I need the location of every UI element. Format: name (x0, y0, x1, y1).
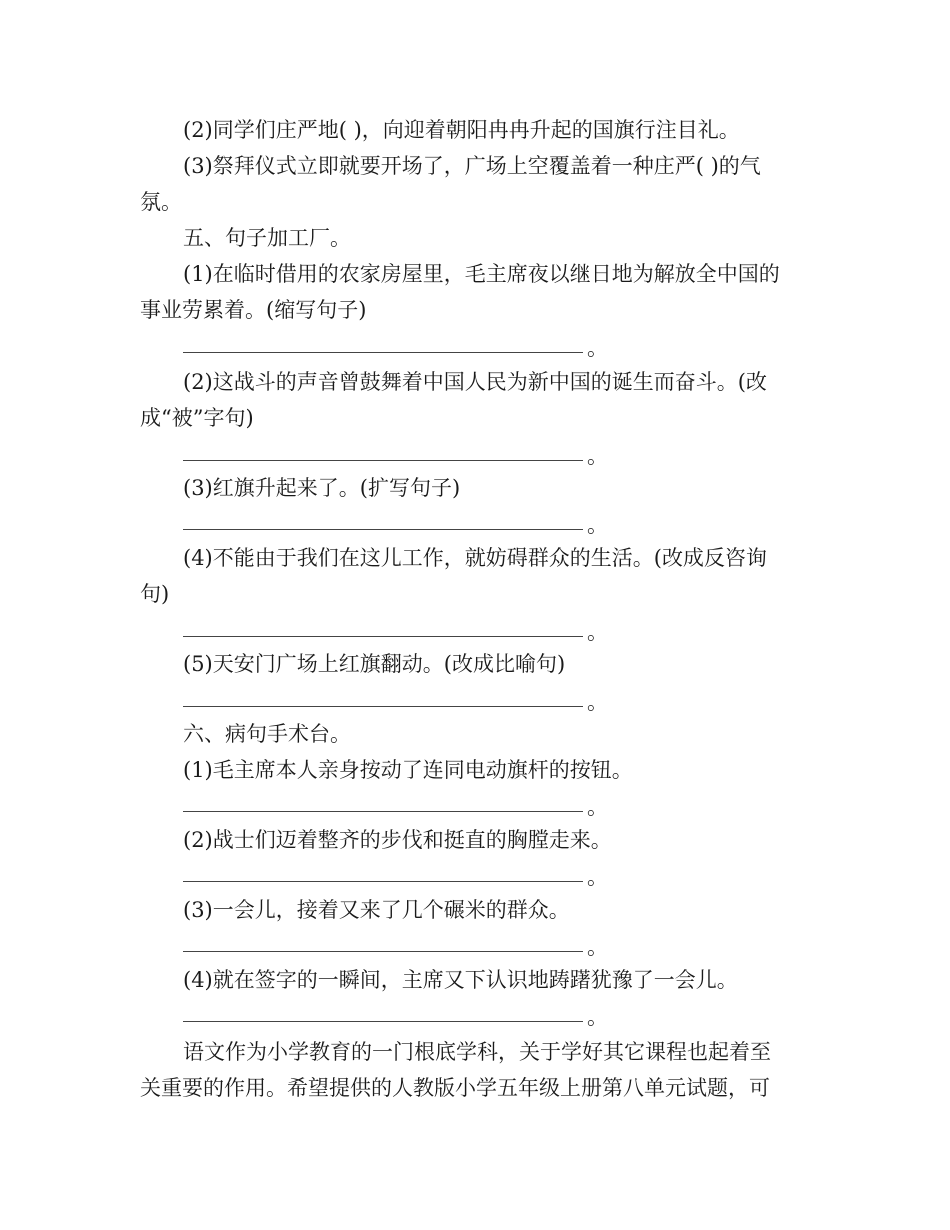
section-6-heading: 六、病句手术台。 (183, 722, 351, 746)
answer-line-5-3[interactable] (183, 529, 583, 530)
answer-line-6-1[interactable] (183, 811, 583, 812)
question-4-3: (3)祭拜仪式立即就要开场了，广场上空覆盖着一种庄严( )的气 (183, 154, 761, 178)
question-6-4: (4)就在签字的一瞬间，主席又下认识地踌躇犹豫了一会儿。 (183, 968, 738, 992)
question-5-2-cont: 成“被”字句) (140, 406, 254, 430)
answer-line-5-5[interactable] (183, 706, 583, 707)
answer-end-6-3: 。 (587, 935, 608, 959)
question-6-3: (3)一会儿，接着又来了几个碾米的群众。 (183, 898, 570, 922)
closing-paragraph-line-2: 关重要的作用。希望提供的人教版小学五年级上册第八单元试题，可 (140, 1076, 770, 1100)
question-5-3: (3)红旗升起来了。(扩写句子) (183, 476, 461, 500)
question-5-1: (1)在临时借用的农家房屋里，毛主席夜以继日地为解放全中国的 (183, 262, 780, 286)
question-5-4-cont: 句) (140, 582, 170, 606)
question-5-2: (2)这战斗的声音曾鼓舞着中国人民为新中国的诞生而奋斗。(改 (183, 370, 767, 394)
answer-end-5-1: 。 (587, 336, 608, 360)
answer-end-6-2: 。 (587, 865, 608, 889)
answer-end-6-1: 。 (587, 795, 608, 819)
question-5-1-cont: 事业劳累着。(缩写句子) (140, 298, 367, 322)
question-4-2: (2)同学们庄严地( )，向迎着朝阳冉冉升起的国旗行注目礼。 (183, 118, 740, 142)
answer-end-6-4: 。 (587, 1005, 608, 1029)
section-5-heading: 五、句子加工厂。 (183, 226, 351, 250)
closing-paragraph-line-1: 语文作为小学教育的一门根底学科，关于学好其它课程也起着至 (183, 1040, 771, 1064)
answer-line-6-4[interactable] (183, 1021, 583, 1022)
answer-line-6-2[interactable] (183, 881, 583, 882)
answer-end-5-5: 。 (587, 690, 608, 714)
question-5-4: (4)不能由于我们在这儿工作，就妨碍群众的生活。(改成反咨询 (183, 546, 767, 570)
answer-end-5-4: 。 (587, 620, 608, 644)
answer-line-5-2[interactable] (183, 460, 583, 461)
answer-end-5-2: 。 (587, 444, 608, 468)
question-4-3-cont: 氛。 (140, 190, 182, 214)
answer-end-5-3: 。 (587, 513, 608, 537)
question-6-2: (2)战士们迈着整齐的步伐和挺直的胸膛走来。 (183, 828, 612, 852)
answer-line-5-1[interactable] (183, 352, 583, 353)
question-6-1: (1)毛主席本人亲身按动了连同电动旗杆的按钮。 (183, 758, 633, 782)
answer-line-5-4[interactable] (183, 636, 583, 637)
question-5-5: (5)天安门广场上红旗翻动。(改成比喻句) (183, 652, 566, 676)
answer-line-6-3[interactable] (183, 951, 583, 952)
